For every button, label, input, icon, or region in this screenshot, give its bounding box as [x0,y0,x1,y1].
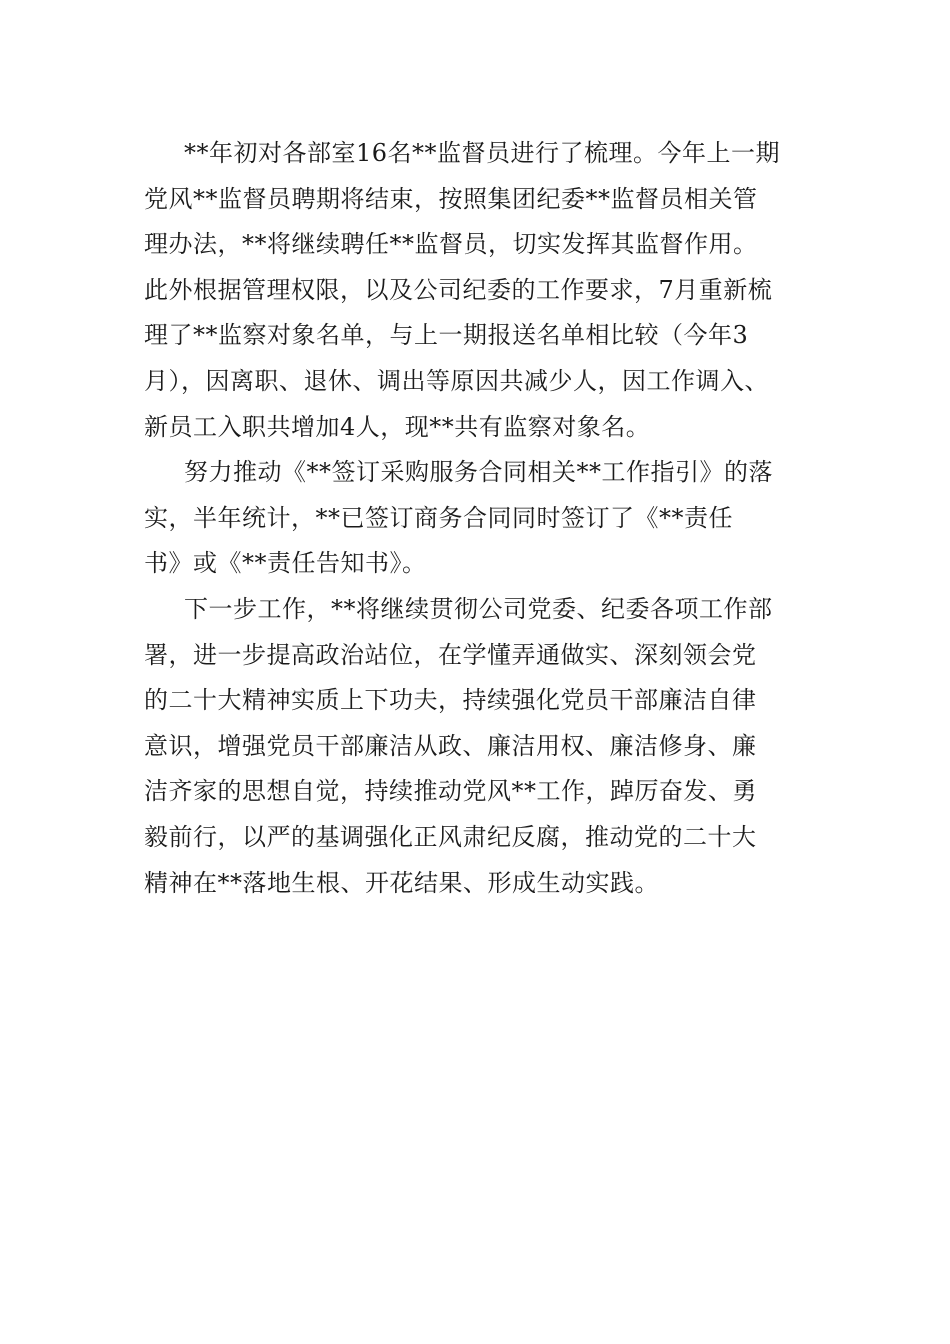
text-line: 理了**监察对象名单，与上一期报送名单相比较（今年3 [144,321,749,350]
text-line: 党风**监督员聘期将结束，按照集团纪委**监督员相关管 [144,184,758,213]
document-body [144,131,810,906]
paragraph-next-steps [144,587,810,906]
paragraph-contracts [144,450,810,587]
text-line: 洁齐家的思想自觉，持续推动党风**工作，踔厉奋发、勇 [144,777,757,806]
text-line: 新员工入职共增加4人，现**共有监察对象名。 [144,412,651,441]
text-line: 意识，增强党员干部廉洁从政、廉洁用权、廉洁修身、廉 [144,731,757,760]
text-line: 月），因离职、退休、调出等原因共减少人，因工作调入、 [144,366,769,395]
text-line: 毅前行，以严的基调强化正风肃纪反腐，推动党的二十大 [144,822,757,851]
text-line: 此外根据管理权限，以及公司纪委的工作要求，7月重新梳 [144,275,773,304]
text-line: 的二十大精神实质上下功夫，持续强化党员干部廉洁自律 [144,686,757,715]
text-line: 努力推动《**签订采购服务合同相关**工作指引》的落 [184,458,773,487]
text-line: 书》或《**责任告知书》。 [144,549,427,578]
text-line: 精神在**落地生根、开花结果、形成生动实践。 [144,868,659,897]
text-line: 署，进一步提高政治站位，在学懂弄通做实、深刻领会党 [144,640,757,669]
text-line: 下一步工作，**将继续贯彻公司党委、纪委各项工作部 [184,594,773,623]
paragraph-supervisors [144,131,810,450]
text-line: 理办法，**将继续聘任**监督员，切实发挥其监督作用。 [144,230,758,259]
text-line: 实，半年统计，**已签订商务合同同时签订了《**责任 [144,503,733,532]
text-line: **年初对各部室16名**监督员进行了梳理。今年上一期 [184,139,781,167]
